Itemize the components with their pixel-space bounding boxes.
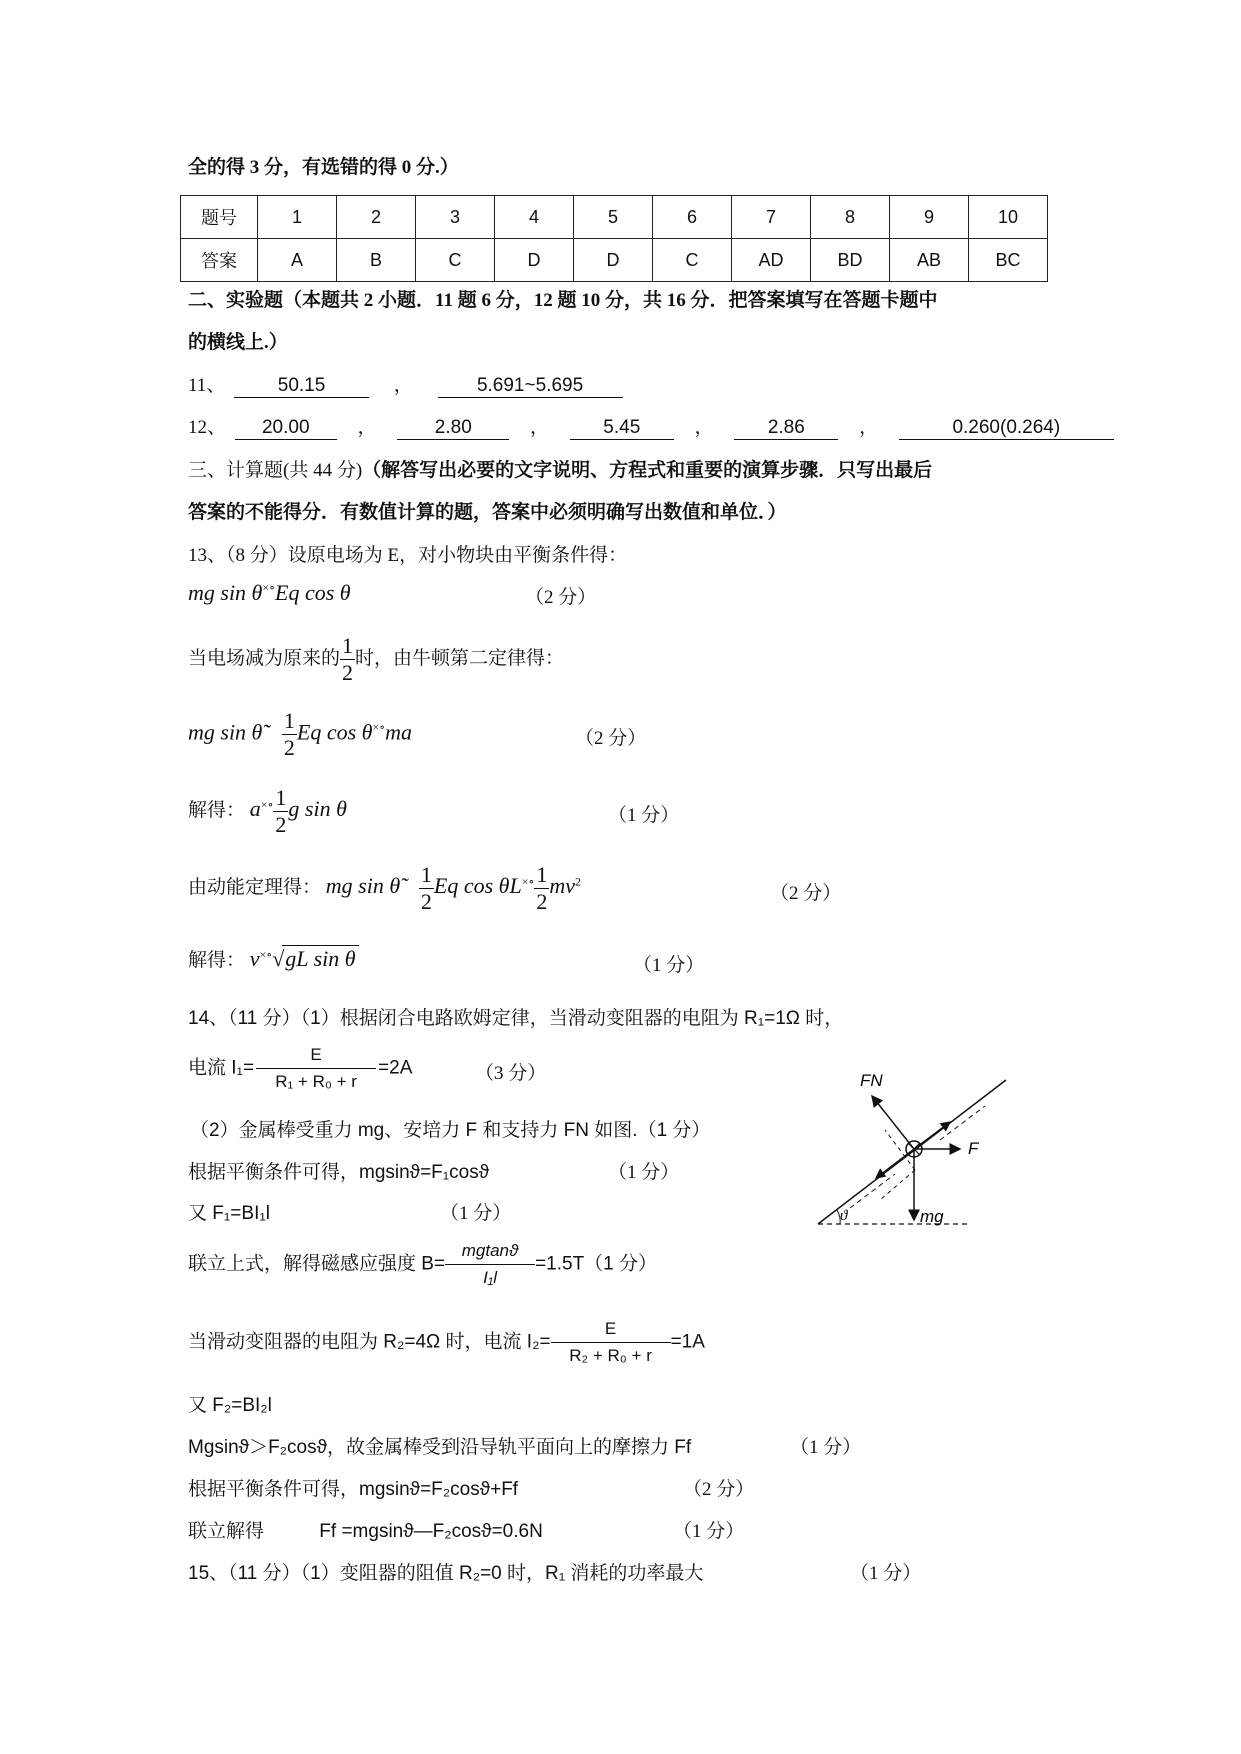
q14-f1: 又 F₁=BI₁l: [188, 1203, 270, 1224]
q14-solve: 联立解得 Ff =mgsinϑ—F₂cosϑ=0.6N: [188, 1521, 543, 1542]
table-row-answers: [181, 239, 1048, 282]
force-diagram: [810, 1060, 1020, 1240]
q15-line: 15、（11 分）（1）变阻器的阻值 R₂=0 时，R₁ 消耗的功率最大: [188, 1563, 704, 1584]
table-cell: BD: [811, 239, 890, 282]
q14-f2: 又 F₂=BI₂l: [188, 1395, 272, 1416]
score: （1 分）: [850, 1563, 922, 1584]
table-cell: C: [653, 239, 732, 282]
score: （1 分）: [608, 1162, 680, 1183]
label-mg: mg: [920, 1207, 944, 1226]
friction-arrow-down: [876, 1149, 914, 1178]
answer-blank: 50.15: [234, 375, 369, 398]
fraction-half: $\frac{1}{2}$: [342, 633, 354, 685]
q13-eq4: 由动能定理得： mg sin θ̃ $\frac{1}{2}$ Eq cos θL×∘ $\frac{1}{2}$ $mv^2$: [188, 862, 582, 914]
answer-table: [180, 195, 1048, 282]
q11-line: 11、 50.15 ， 5.691~5.695: [188, 370, 623, 398]
table-cell: 4: [495, 196, 574, 239]
table-cell: A: [258, 239, 337, 282]
table-header-cell: 题号: [181, 196, 258, 239]
table-cell: C: [416, 239, 495, 282]
table-cell: 10: [969, 196, 1048, 239]
score: （2 分）: [683, 1479, 755, 1500]
table-cell: BC: [969, 239, 1048, 282]
answer-blank: 2.80: [397, 417, 509, 440]
table-cell: 7: [732, 196, 811, 239]
q14-r2-line: 当滑动变阻器的电阻为 R₂=4Ω 时，电流 I₂= $\frac{E}{\text{R₂ + R₀ + r}}$ =1A: [188, 1316, 705, 1369]
q11-label: 11、: [188, 375, 226, 396]
table-cell: 8: [811, 196, 890, 239]
score: （1 分）: [790, 1437, 862, 1458]
table-cell: 6: [653, 196, 732, 239]
table-cell: 2: [337, 196, 416, 239]
component-line: [880, 1170, 915, 1200]
table-cell: 9: [890, 196, 969, 239]
normal-force-arrow: [872, 1096, 914, 1149]
q14-intro: 14、（11 分）（1）根据闭合电路欧姆定律，当滑动变阻器的电阻为 R₁=1Ω 时，: [188, 1008, 844, 1029]
score: （2 分）: [770, 883, 842, 904]
section3-bold-line1: （解答写出必要的文字说明、方程式和重要的演算步骤．只写出最后: [362, 460, 933, 481]
intro-line: 全的得 3 分，有选错的得 0 分.）: [188, 157, 459, 178]
table-cell: D: [495, 239, 574, 282]
q14-balance1: 根据平衡条件可得，mgsinϑ=F₁cosϑ: [188, 1162, 490, 1183]
q12-line: 12、 20.00 ， 2.80 ， 5.45 ， 2.86 ， 0.260(0.264): [188, 412, 1114, 440]
score: （1 分）: [633, 955, 705, 976]
q13-eq3: 解得： a×∘ $\frac{1}{2}$ g sin θ: [188, 785, 347, 837]
section3-heading-line1: [188, 455, 932, 482]
table-header-cell: 答案: [181, 239, 258, 282]
answer-blank: 2.86: [734, 417, 838, 440]
table-cell: 3: [416, 196, 495, 239]
table-cell: B: [337, 239, 416, 282]
table-cell: 5: [574, 196, 653, 239]
section3-prefix: 三、计算题(共 44 分): [188, 460, 363, 481]
section3-heading-line2: 答案的不能得分．有数值计算的题，答案中必须明确写出数值和单位．）: [188, 502, 787, 523]
q12-label: 12、: [188, 417, 227, 438]
q14-b-line: 联立上式，解得磁感应强度 B= $\frac{mgtanϑ}{\text{I₁l}}$ =1.5T（1 分）: [188, 1238, 657, 1291]
label-fn: FN: [860, 1071, 883, 1090]
q13-line2: 当电场减为原来的 $\frac{1}{2}$ 时，由牛顿第二定律得：: [188, 633, 565, 685]
answer-blank: 5.691~5.695: [438, 375, 623, 398]
section2-heading-line2: 的横线上.）: [188, 332, 288, 353]
answer-blank: 20.00: [235, 417, 337, 440]
score: （1 分）: [673, 1521, 745, 1542]
section2-heading-line1: 二、实验题（本题共 2 小题．11 题 6 分，12 题 10 分，共 16 分．把答案填写在答题卡题中: [188, 290, 938, 311]
table-cell: AB: [890, 239, 969, 282]
q13-eq1: mg sin θ×∘Eq cos θ: [188, 580, 351, 605]
guide-line: [940, 1106, 985, 1140]
q13-intro: 13、（8 分）设原电场为 E，对小物块由平衡条件得：: [188, 545, 628, 566]
q13-eq5: 解得： v×∘√gL sin θ: [188, 945, 359, 972]
score: （1 分）: [608, 805, 680, 826]
table-row-numbers: [181, 196, 1048, 239]
label-f: F: [968, 1139, 979, 1158]
guide-line: [850, 1174, 895, 1208]
friction-arrow-up: [914, 1122, 950, 1149]
answer-blank: 5.45: [570, 417, 674, 440]
score: （2 分）: [525, 587, 597, 608]
q14-part2: （2）金属棒受重力 mg、安培力 F 和支持力 FN 如图.（1 分）: [190, 1120, 711, 1141]
q14-balance2: 根据平衡条件可得，mgsinϑ=F₂cosϑ+Ff: [188, 1479, 519, 1500]
score: （2 分）: [575, 728, 647, 749]
score: （3 分）: [475, 1063, 547, 1084]
label-angle: ϑ: [840, 1208, 848, 1224]
table-cell: 1: [258, 196, 337, 239]
answer-blank: 0.260(0.264): [899, 417, 1114, 440]
table-cell: D: [574, 239, 653, 282]
component-line: [885, 1130, 915, 1170]
q14-compare: Mgsinϑ＞F₂cosϑ，故金属棒受到沿导轨平面向上的摩擦力 Ff: [188, 1437, 692, 1458]
q14-current: 电流 I₁= $\frac{E}{\text{R₁ + R₀ + r}}$ =2A: [188, 1042, 412, 1095]
score: （1 分）: [440, 1203, 512, 1224]
table-cell: AD: [732, 239, 811, 282]
q13-eq2: mg sin θ̃ $\frac{1}{2}$ Eq cos θ×∘ma: [188, 708, 412, 760]
